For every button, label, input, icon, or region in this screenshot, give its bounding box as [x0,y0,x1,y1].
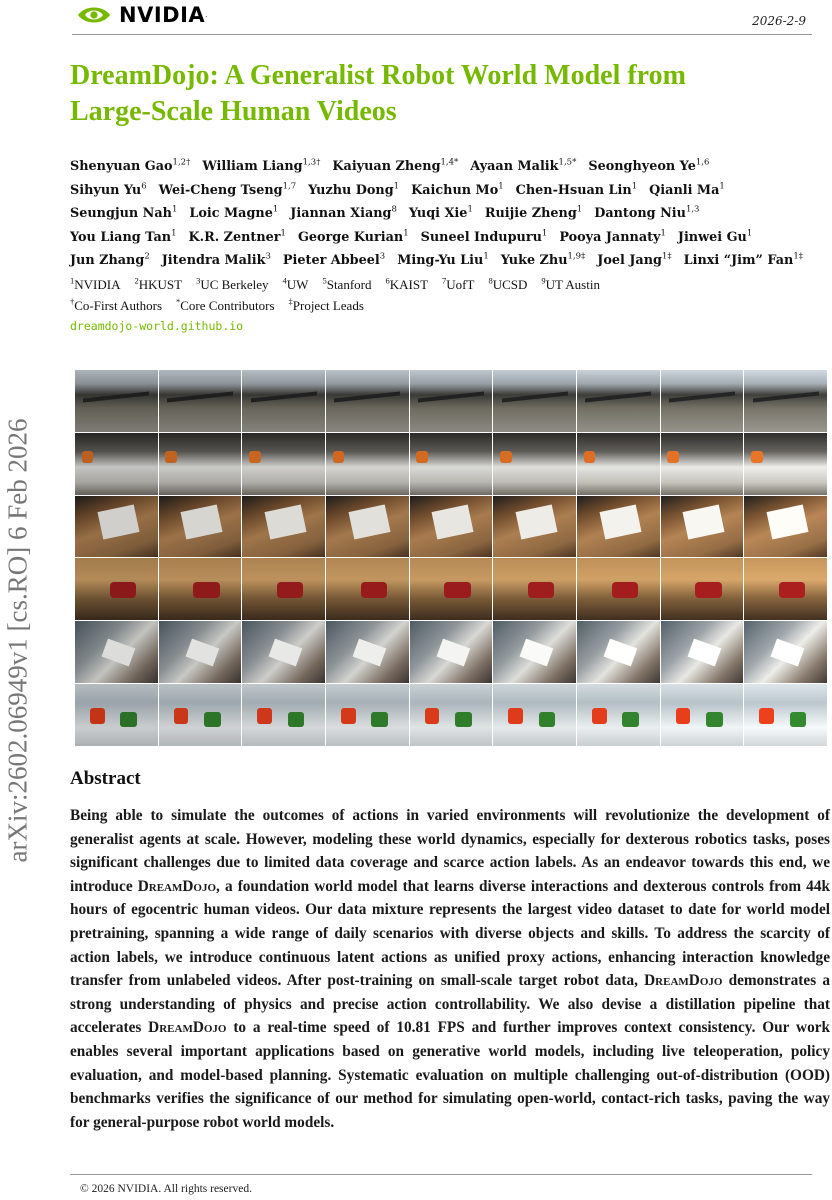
affiliation-marker: 6 [385,275,390,286]
teaser-figure [75,370,827,746]
arxiv-stamp: arXiv:2602.06949v1 [cs.RO] 6 Feb 2026 [2,418,33,863]
author-affiliation-marker: 2 [144,252,150,262]
video-frame [577,558,660,620]
video-frame [661,558,744,620]
paper-title: DreamDojo: A Generalist Robot World Model from Large-Scale Human Videos [70,60,686,127]
author-affiliation-marker: 1,3† [302,158,321,168]
footer-rule [70,1174,812,1175]
author-name-text: Jiannan Xiang [290,206,392,222]
video-frame [744,558,827,620]
author-affiliation-marker: 1 [631,181,638,192]
author-name-text: Qianli Ma [649,182,720,198]
author-row [70,182,810,206]
author-affiliation-marker: 3 [379,252,386,262]
author-name [684,253,803,268]
author-name-text: Jun Zhang [70,253,145,269]
author-name-text: Ayaan Malik [470,159,559,175]
affiliation-marker: 7 [442,275,447,286]
affiliation-marker: 2 [134,275,139,286]
video-frame [159,433,242,495]
author-role-text: Co-First Authors [74,297,163,313]
author-name-text: Wei-Cheng Tseng [158,182,283,198]
video-frame [242,433,325,495]
video-frame [159,370,242,432]
video-frame [493,558,576,620]
affiliation-text: KAIST [389,276,429,292]
affiliation [134,277,182,292]
project-link[interactable]: dreamdojo-world.github.io [70,318,244,333]
author-name [290,206,397,221]
author-affiliation-marker: 1 [403,228,409,239]
author-role [176,298,275,313]
author-affiliation-marker: 1,9‡ [567,252,586,262]
affiliation [442,277,474,292]
author-affiliation-marker: 1 [576,205,583,215]
author-name-text: Suneel Indupuru [420,229,542,245]
author-block [70,158,810,333]
video-frame [410,684,493,746]
author-affiliation-marker: 1,3 [685,205,700,215]
author-name [588,159,709,174]
author-name-text: Pieter Abbeel [282,253,380,269]
author-affiliation-marker: 3 [265,252,271,262]
author-name-text: William Liang [202,159,303,175]
author-name [189,206,278,221]
author-name [594,206,699,221]
author-affiliation-marker: 1 [541,228,548,239]
author-name [70,159,190,174]
author-role-marker: * [176,296,181,307]
author-affiliation-marker: 1 [171,205,178,215]
abstract-heading: Abstract [70,768,141,789]
affiliation-text: UC Berkeley [200,276,269,292]
video-frame [410,621,493,683]
affiliation [488,277,527,292]
affiliation [70,277,120,292]
author-name [332,159,458,174]
author-name-text: Yuqi Xie [408,206,468,222]
video-frame [159,621,242,683]
author-name [159,183,296,198]
video-frame [326,684,409,746]
video-frame [242,684,325,746]
affiliation-marker: 4 [282,275,287,286]
affiliation-marker: 1 [70,275,75,286]
author-name [397,253,489,268]
affiliation-marker: 3 [196,275,201,286]
video-frame [410,496,493,558]
author-name [70,206,177,221]
author-name [597,253,671,268]
affiliations [70,276,810,297]
affiliation [541,277,600,292]
author-list [70,158,810,276]
video-frame [326,496,409,558]
author-affiliation-marker: 1,5* [558,158,577,168]
video-frame [661,370,744,432]
affiliation-marker: 8 [488,275,493,286]
video-frame [410,370,493,432]
author-affiliation-marker: 1,4* [440,158,459,168]
author-name-text: Dantong Niu [594,206,686,222]
video-frame [159,684,242,746]
author-name-text: Yuzhu Dong [308,182,394,198]
author-name-text: Jinwei Gu [677,229,747,245]
abstract-part-1: Being able to simulate the outcomes of actions in varied environments will revolutionize the development of generalist agents at scale. However, modeling these world dynamics, especially for dexterous robotics tasks, poses significant challenges due to limited data coverage and scarce action labels. As an endeavor towards this end, we introduce [70,807,830,895]
author-name [421,230,548,245]
author-name [283,253,385,268]
video-frame [744,621,827,683]
author-affiliation-marker: 6 [141,181,147,192]
video-frame [493,433,576,495]
affiliation-text: Stanford [326,276,372,292]
affiliation-text: UW [286,276,309,292]
nvidia-logo [76,3,207,27]
copyright: © 2026 NVIDIA. All rights reserved. [80,1183,252,1195]
video-frame [410,433,493,495]
author-name [308,183,399,198]
author-name-text: Seonghyeon Ye [588,159,696,175]
video-frame [159,558,242,620]
abstract-part-4: to a real-time speed of 10.81 FPS and further improves context consistency. Our work enables several important applications based on generative world models, including live teleoperation, policy evaluation, and model-based planning. Systematic evaluation on multiple challenging out-of-distribution (OOD) benchmarks verifies the significance of our method for simulating open-world, contact-rich tasks, paving the way for general-purpose robot world models. [70,1019,831,1131]
affiliation-marker: 5 [322,275,327,286]
nvidia-eye-icon [76,4,112,26]
video-frame [661,621,744,683]
video-frame [242,558,325,620]
author-name-text: Linxi “Jim” Fan [683,253,794,269]
author-roles [70,297,810,318]
author-affiliation-marker: 1,6 [695,158,710,168]
video-frame [577,496,660,558]
author-role-marker: ‡ [288,296,293,307]
video-frame [493,684,576,746]
video-frame [75,621,158,683]
video-frame [577,370,660,432]
video-frame [577,433,660,495]
affiliation [283,277,309,292]
author-name-text: Loic Magne [189,206,273,222]
video-frame [577,684,660,746]
video-frame [744,433,827,495]
author-name-text: Joel Jang [597,253,662,269]
video-frame [242,370,325,432]
author-row [70,252,810,276]
author-name-text: Pooya Jannaty [559,229,661,245]
affiliation-text: NVIDIA [74,276,121,292]
video-frame [744,496,827,558]
video-frame [75,370,158,432]
author-name-text: Kaiyuan Zheng [332,159,441,175]
author-name-text: Yuke Zhu [500,253,568,269]
brand-name: NVIDIA [119,3,206,27]
video-frame [326,433,409,495]
author-name [298,230,409,245]
author-affiliation-marker: 1 [171,228,177,239]
video-frame [326,621,409,683]
affiliation-text: UofT [446,276,475,292]
author-affiliation-marker: 1,2† [172,158,191,168]
video-frame [493,621,576,683]
method-name: DreamDojo [148,1019,227,1037]
video-frame [744,370,827,432]
author-name [470,159,576,174]
author-row [70,205,810,229]
author-affiliation-marker: 1 [272,205,279,215]
author-affiliation-marker: 1 [498,181,504,192]
author-affiliation-marker: 1 [719,181,725,192]
video-frame [326,370,409,432]
author-name [70,183,147,198]
author-name-text: Jitendra Malik [161,253,266,269]
author-name [202,159,320,174]
video-frame [661,684,744,746]
video-frame [159,496,242,558]
video-frame [75,433,158,495]
video-frame [661,433,744,495]
abstract-part-2: , a foundation world model that learns diverse interactions and dexterous controls from 44k hours of egocentric human videos. Our data mixture represents the largest video dataset to date for world model pretraining, spanning a wide range of daily scenarios with diverse objects and skills. To address the scarcity of action labels, we introduce continuous latent actions as unified proxy actions, enhancing interaction knowledge transfer from unlabeled videos. After post-training on small-scale target robot data, [70,877,830,990]
video-frame [326,558,409,620]
author-name [70,230,177,245]
video-frame [75,558,158,620]
video-frame [75,684,158,746]
author-role [289,298,364,313]
author-name-text: Ming-Yu Liu [397,253,484,269]
brand-trademark: . [205,11,208,19]
author-name [559,230,666,245]
method-name: DreamDojo [137,877,217,895]
affiliation [196,277,268,292]
video-frame [577,621,660,683]
author-name-text: George Kurian [297,229,404,245]
affiliation-marker: 9 [541,275,546,286]
author-role-marker: † [70,296,75,307]
video-frame [744,684,827,746]
author-name-text: Sihyun Yu [70,182,142,198]
author-name [485,206,582,221]
page-header [72,0,812,35]
author-name-text: K.R. Zentner [188,229,281,245]
author-row [70,229,810,253]
affiliation-text: UCSD [492,276,528,292]
abstract-part-3: demonstrates a strong understanding of physics and precise action controllability. We also devise a distillation pipeline that accelerates [70,972,830,1037]
author-name [411,183,504,198]
author-affiliation-marker: 1 [483,252,489,262]
author-name-text: You Liang Tan [70,229,172,245]
author-affiliation-marker: 1 [280,228,286,239]
method-name: DreamDojo [644,972,723,990]
video-frame [493,496,576,558]
affiliation [322,277,371,292]
video-frame [493,370,576,432]
video-frame [242,496,325,558]
author-affiliation-marker: 1,7 [282,181,297,192]
author-affiliation-marker: 1 [393,181,400,192]
video-frame [661,496,744,558]
author-name [162,253,271,268]
author-name-text: Chen-Hsuan Lin [515,182,632,198]
author-name [501,253,586,268]
author-name-text: Seungjun Nah [70,206,172,222]
author-affiliation-marker: 1 [660,228,666,239]
abstract-text [70,804,830,1134]
video-frame [242,621,325,683]
author-name [678,230,752,245]
affiliation [386,277,429,292]
author-role-text: Core Contributors [180,297,275,313]
author-role-text: Project Leads [292,297,364,313]
author-name-text: Ruijie Zheng [484,206,577,222]
author-name [649,183,725,198]
author-affiliation-marker: 1‡ [793,252,804,262]
author-name [516,183,637,198]
author-affiliation-marker: 1‡ [661,252,672,262]
header-date: 2026-2-9 [752,14,806,28]
author-name-text: Kaichun Mo [411,182,499,198]
author-role [70,298,162,313]
author-name [70,253,150,268]
author-name-text: Shenyuan Gao [70,159,173,175]
affiliation-text: HKUST [138,276,183,292]
video-frame [75,496,158,558]
author-row [70,158,810,182]
author-name [409,206,473,221]
author-name [189,230,286,245]
video-frame [410,558,493,620]
author-affiliation-marker: 8 [391,205,397,215]
author-affiliation-marker: 1 [467,205,473,215]
affiliation-text: UT Austin [545,276,600,292]
author-affiliation-marker: 1 [746,228,753,239]
